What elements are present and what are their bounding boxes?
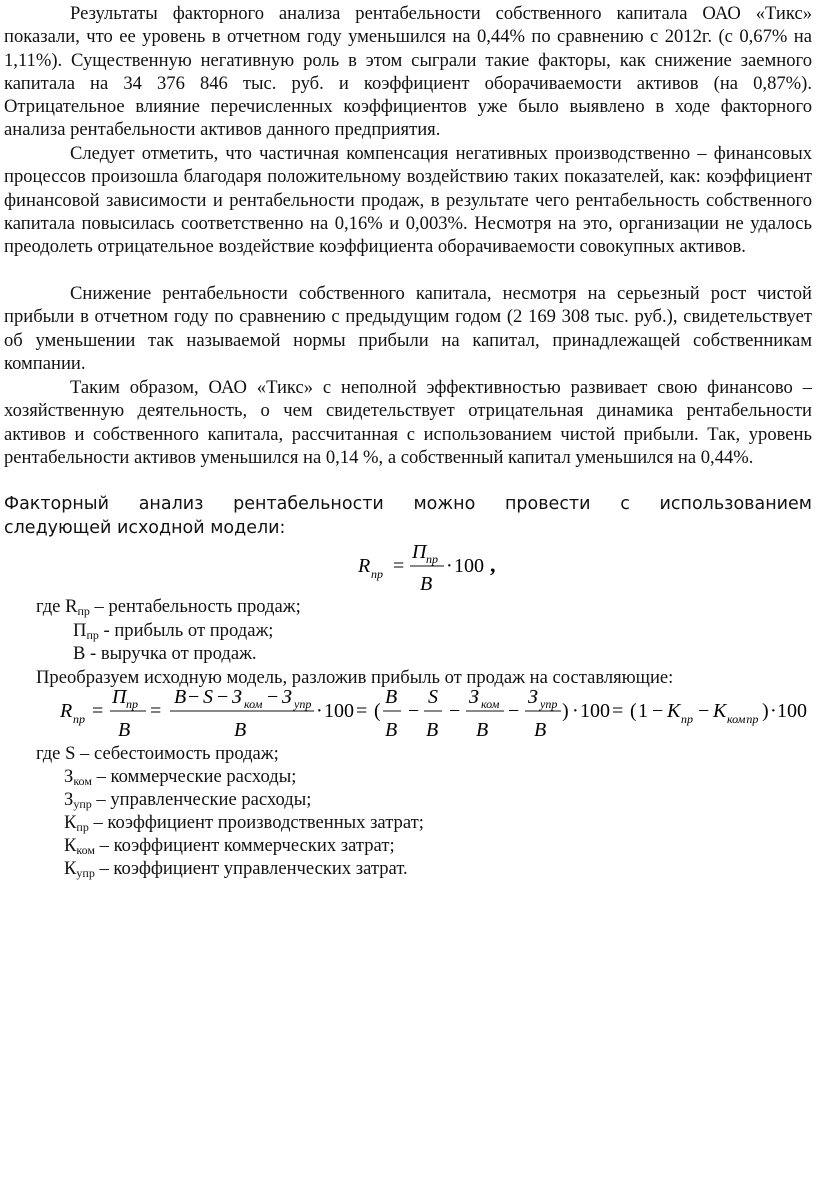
def-subscript: ком (76, 843, 95, 857)
f2-rparen-1: ) (562, 700, 569, 722)
f2-Kkom: К (713, 700, 727, 722)
f2-eq-1: = (92, 700, 104, 722)
f2-R-sub: пр (73, 712, 85, 726)
def-symbol: З (64, 766, 74, 787)
def-z-kom (64, 765, 296, 788)
formula-decomposition (56, 684, 806, 750)
f2-minus-7: − (652, 700, 664, 722)
def-k-pr (64, 811, 424, 834)
paragraph-3: Снижение рентабельности собственного капитала, несмотря на серьезный рост чистой прибыли в отчетном году по сравнению с предыдущим годом (2 169 308 тыс. руб.), свидетельствует об уменьшении так называемой нормы прибыли на капитал, принадлежащей собственникам компании. (4, 283, 812, 374)
f2-minus-2: − (217, 686, 229, 708)
def-subscript: упр (73, 797, 92, 811)
f2-frac-V-num: В (385, 686, 398, 708)
formula-profitability (350, 538, 520, 602)
f2-one: 1 (638, 700, 648, 722)
f2-frac-S-num: S (428, 686, 438, 708)
def-subscript: пр (76, 820, 89, 834)
f2-hundred-1: 100 (324, 700, 354, 722)
def-prefix: где (36, 743, 66, 764)
def-text: - прибыль от продаж; (98, 620, 274, 641)
def-k-kom (64, 834, 395, 857)
f2-lparen-2: ( (630, 700, 637, 722)
formula-2-tail-svg (746, 684, 814, 744)
f2-num-Zkom: З (232, 686, 242, 708)
f1-lhs: R (358, 555, 371, 577)
f2-minus-5: − (449, 700, 461, 722)
def-text: – коммерческие расходы; (91, 766, 297, 787)
def-z-upr (64, 788, 311, 811)
def-symbol: К (64, 812, 77, 833)
f2-eq-2: = (150, 700, 162, 722)
f2-frac-Zkom-den: В (476, 719, 489, 741)
f1-hundred: 100 (454, 555, 484, 577)
f2-dot-3: · (770, 700, 777, 722)
f2-P: П (112, 686, 127, 708)
def-subscript: пр (77, 604, 90, 618)
f2-Kupr-sub: пр (746, 712, 759, 726)
def-symbol: З (64, 789, 74, 810)
f1-equals: = (393, 555, 405, 577)
paragraph-4: Таким образом, ОАО «Тикс» с неполной эффективностью развивает свою финансово – хозяйственную деятельность, о чем свидетельствует отрицательная динамика рентабельности активов и собственного капитала, рассчитанная с использованием чистой прибыли. Так, уровень рентабельности активов уменьшился на 0,14 %, а собственный капитал уменьшился на 0,44%. (4, 377, 812, 468)
f2-minus-3: − (267, 686, 279, 708)
f1-numerator: П (412, 541, 427, 563)
formula-decomposition-tail (746, 684, 814, 750)
def-text: – коэффициент управленческих затрат. (94, 858, 408, 879)
model-intro-line-1: Факторный анализ рентабельности можно провести с использованием (4, 494, 812, 514)
f2-lparen-1: ( (374, 700, 381, 722)
def-k-upr (64, 857, 408, 880)
f2-frac-S-den: В (426, 719, 439, 741)
f2-rparen-2: ) (762, 700, 769, 722)
f2-den-2: В (234, 719, 247, 741)
f2-frac-Zupr-num: З (528, 686, 538, 708)
formula-2-svg (56, 684, 806, 744)
f2-num-kom-sub: ком (244, 697, 263, 711)
f2-hundred-2: 100 (580, 700, 610, 722)
def-symbol: П (73, 620, 87, 641)
f2-dot-2: · (572, 700, 579, 722)
def-text: – рентабельность продаж; (89, 596, 301, 617)
f2-Kpr: К (667, 700, 681, 722)
def-symbol: К (64, 858, 77, 879)
f2-frac-V-den: В (385, 719, 398, 741)
f2-minus-6: − (508, 700, 520, 722)
def-prefix: где (36, 596, 66, 617)
formula-1-svg (350, 538, 520, 596)
def-symbol: R (65, 596, 78, 617)
paragraph-1: Результаты факторного анализа рентабельности собственного капитала ОАО «Тикс» показали, что ее уровень в отчетном году уменьшился на 0,44% по сравнению с 2012г. (с 0,67% на 1,11%). Существенную негативную роль в этом сыграли такие факторы, как снижение заемного капитала на 34 376 846 тыс. руб. и коэффициент оборачиваемости активов (на 0,87%). Отрицательное влияние перечисленных коэффициентов уже было выявлено в ходе факторного анализа рентабельности активов данного предприятия. (4, 3, 812, 141)
f1-dot: · (446, 555, 453, 577)
model-intro-line-2: следующей исходной модели: (4, 518, 286, 538)
def-p-pr (73, 619, 273, 642)
f1-lhs-sub: пр (371, 567, 383, 581)
f2-minus-1: − (188, 686, 200, 708)
f2-P-sub: пр (126, 697, 138, 711)
def-text: – коэффициент коммерческих затрат; (95, 835, 395, 856)
transform-text: Преобразуем исходную модель, разложив прибыль от продаж на составляющие: (36, 667, 674, 688)
f1-denominator: В (420, 573, 433, 595)
def-symbol: В (73, 643, 86, 664)
def-s (36, 742, 279, 765)
f2-Kkom-sub: ком (727, 712, 746, 726)
f2-dot-1: · (316, 700, 323, 722)
f1-comma: , (490, 552, 496, 577)
f2-hundred-3: 100 (777, 700, 807, 722)
def-text: – себестоимость продаж; (75, 743, 279, 764)
f2-frac-Zkom-num: З (469, 686, 479, 708)
f2-den-1: В (118, 719, 131, 741)
f2-num-Zupr: З (282, 686, 292, 708)
def-subscript: ком (73, 774, 92, 788)
def-v (73, 642, 257, 665)
def-text: – коэффициент производственных затрат; (88, 812, 424, 833)
def-symbol: S (65, 743, 76, 764)
f2-frac-Zupr-den: В (534, 719, 547, 741)
def-text: – управленческие расходы; (91, 789, 312, 810)
def-r-pr (36, 595, 301, 618)
f2-R: R (60, 700, 73, 722)
def-subscript: пр (86, 628, 99, 642)
def-symbol: К (64, 835, 77, 856)
f2-eq-4: = (612, 700, 624, 722)
def-text: - выручка от продаж. (85, 643, 257, 664)
paragraph-2: Следует отметить, что частичная компенсация негативных производственно – финансовых процессов произошла благодаря положительному воздействию таких показателей, как: коэффициент финансовой зависимости и рентабельности продаж, в результате чего рентабельность собственного капитала повысилась соответственно на 0,16% и 0,003%. Несмотря на это, организации не удалось преодолеть отрицательное воздействие коэффициента оборачиваемости совокупных активов. (4, 143, 812, 258)
f2-eq-3: = (356, 700, 368, 722)
f2-minus-8: − (698, 700, 710, 722)
f2-num-upr-sub: упр (294, 697, 312, 711)
f2-Kpr-sub: пр (681, 712, 693, 726)
f2-minus-4: − (408, 700, 420, 722)
def-subscript: упр (76, 866, 95, 880)
f1-numerator-sub: пр (426, 552, 438, 566)
f2-num-S: S (203, 686, 213, 708)
f2-num-V: В (174, 686, 187, 708)
f2-frac-upr-sub: упр (540, 697, 558, 711)
f2-frac-kom-sub: ком (481, 697, 500, 711)
